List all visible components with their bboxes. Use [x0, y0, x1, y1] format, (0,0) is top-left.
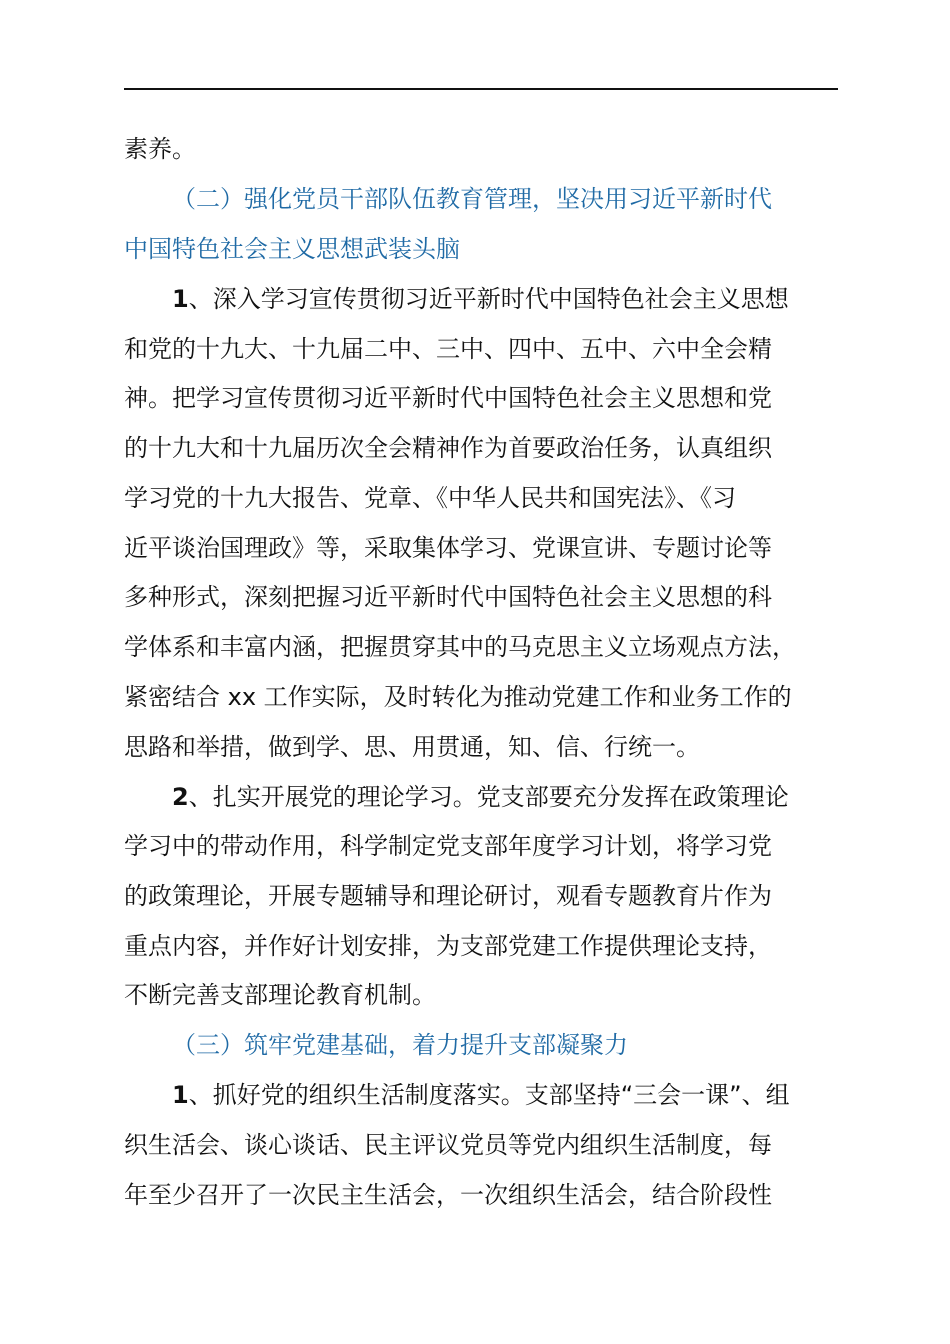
paragraph-line [172, 1080, 838, 1110]
paragraph-line: 多种形式，深刻把握习近平新时代中国特色社会主义思想的科 [124, 583, 772, 611]
section-heading-2-cont: 中国特色社会主义思想武装头脑 [124, 235, 460, 263]
line-text: 、扎实开展党的理论学习。党支部要充分发挥在政策理论 [188, 783, 789, 811]
paragraph-line: 和党的十九大、十九届二中、三中、四中、五中、六中全会精 [124, 335, 772, 363]
paragraph-line: 神。把学习宣传贯彻习近平新时代中国特色社会主义思想和党 [124, 384, 772, 412]
paragraph-line: 重点内容，并作好计划安排，为支部党建工作提供理论支持， [124, 932, 772, 960]
paragraph-line: 紧密结合 xx 工作实际，及时转化为推动党建工作和业务工作的 [124, 683, 792, 711]
paragraph-line: 学习中的带动作用，科学制定党支部年度学习计划，将学习党 [124, 832, 772, 860]
line-text: 、深入学习宣传贯彻习近平新时代中国特色社会主义思想 [188, 285, 789, 313]
paragraph-line: 不断完善支部理论教育机制。 [124, 981, 436, 1009]
paragraph-line: 织生活会、谈心谈话、民主评议党员等党内组织生活制度，每 [124, 1131, 772, 1159]
paragraph-line: 的十九大和十九届历次全会精神作为首要政治任务，认真组织 [124, 434, 772, 462]
paragraph-line [172, 782, 838, 812]
paragraph-line: 学体系和丰富内涵，把握贯穿其中的马克思主义立场观点方法， [124, 633, 796, 661]
paragraph-line: 近平谈治国理政》等，采取集体学习、党课宣讲、专题讨论等 [124, 534, 772, 562]
paragraph-line [172, 284, 838, 314]
item-number: 1 [172, 1081, 189, 1109]
line-text: 、抓好党的组织生活制度落实。支部坚持“三会一课”、组 [188, 1081, 790, 1109]
header-rule [124, 88, 838, 90]
paragraph-line: 的政策理论，开展专题辅导和理论研讨，观看专题教育片作为 [124, 882, 772, 910]
section-heading-3: （三）筑牢党建基础，着力提升支部凝聚力 [172, 1031, 628, 1059]
paragraph-line: 思路和举措，做到学、思、用贯通，知、信、行统一。 [124, 733, 700, 761]
section-heading-2: （二）强化党员干部队伍教育管理，坚决用习近平新时代 [172, 185, 772, 213]
item-number: 1 [172, 285, 189, 313]
item-number: 2 [172, 783, 189, 811]
paragraph-line: 学习党的十九大报告、党章、《中华人民共和国宪法》、《习 [124, 484, 736, 512]
paragraph-line: 素养。 [124, 135, 196, 163]
paragraph-line: 年至少召开了一次民主生活会，一次组织生活会，结合阶段性 [124, 1181, 772, 1209]
